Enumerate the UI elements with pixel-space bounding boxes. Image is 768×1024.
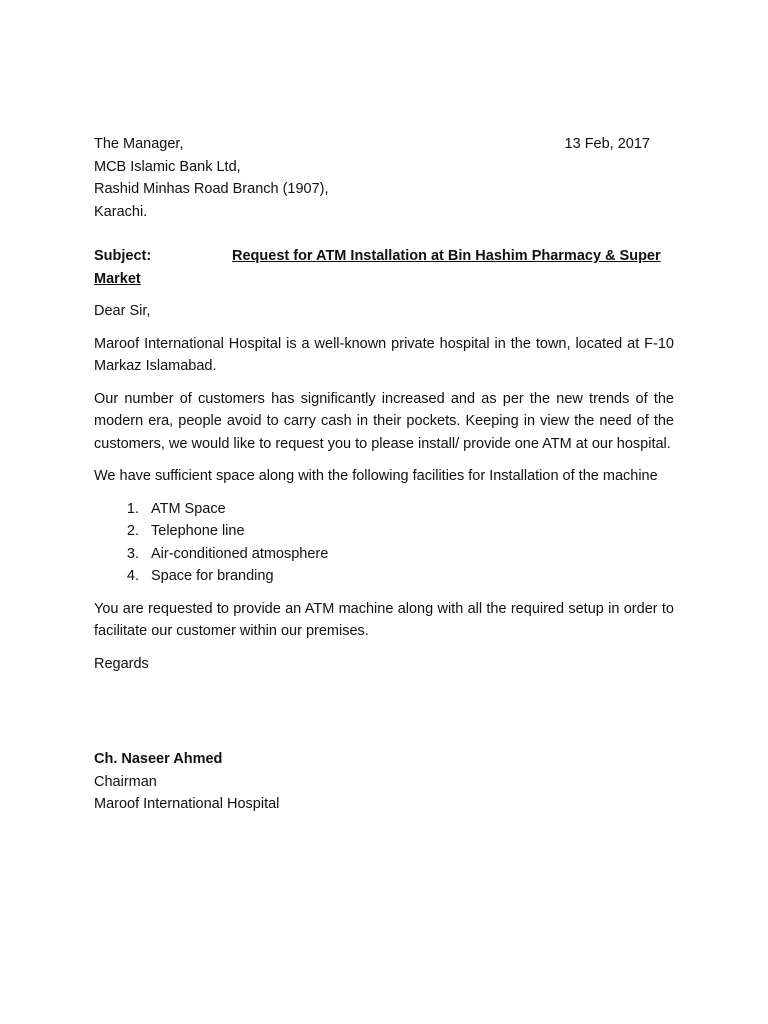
subject-line	[94, 245, 674, 290]
signatory-organization: Maroof International Hospital	[94, 796, 280, 812]
letter-page	[94, 133, 674, 816]
body-paragraph: We have sufficient space along with the following facilities for Installation of the machine	[94, 468, 658, 484]
letter-date: 13 Feb, 2017	[564, 136, 650, 152]
subject-label: Subject:	[94, 248, 152, 264]
list-item: 1. ATM Space	[143, 498, 674, 521]
facilities-list	[94, 498, 674, 588]
recipient-line: Karachi.	[94, 203, 148, 220]
list-item: 4. Space for branding	[143, 565, 674, 588]
body-paragraph: Our number of customers has significantly increased and as per the new trends of the modern era, people avoid to carry cash in their pockets. Keeping in view the need of the customers, we would like to request you to please install/ provide one ATM at our hospital.	[94, 390, 674, 452]
signature-block	[94, 748, 674, 816]
recipient-address-block	[94, 133, 674, 223]
recipient-line: Rashid Minhas Road Branch (1907),	[94, 181, 329, 197]
body-paragraph: Maroof International Hospital is a well-known private hospital in the town, located at F-10 Markaz Islamabad.	[94, 335, 674, 374]
closing: Regards	[94, 655, 149, 672]
signatory-name: Ch. Naseer Ahmed	[94, 751, 223, 767]
list-item: 3. Air-conditioned atmosphere	[143, 543, 674, 566]
request-paragraph: You are requested to provide an ATM machine along with all the required setup in order to facilitate our customer within our premises.	[94, 600, 674, 639]
subject-text: Request for ATM Installation at Bin Hashim Pharmacy & Super Market	[94, 248, 661, 287]
recipient-line: MCB Islamic Bank Ltd,	[94, 158, 241, 175]
recipient-line: The Manager,	[94, 136, 184, 152]
salutation: Dear Sir,	[94, 303, 151, 319]
list-item: 2. Telephone line	[143, 520, 674, 543]
signatory-title: Chairman	[94, 773, 157, 790]
